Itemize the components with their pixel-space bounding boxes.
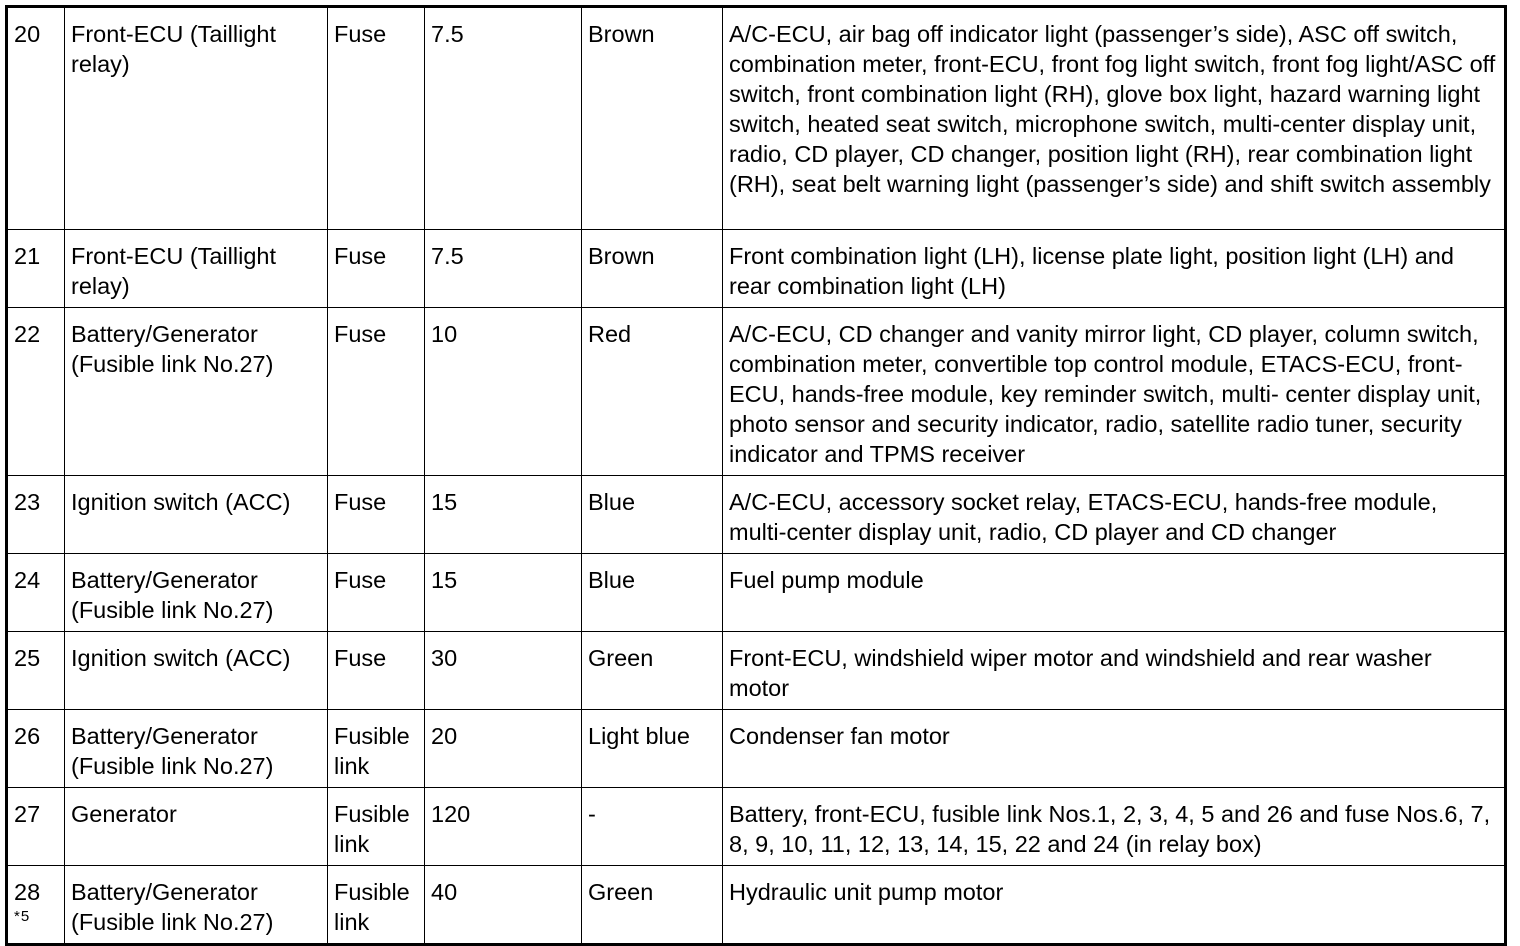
fuse-number: 28 *5	[7, 866, 65, 945]
fuse-number: 26	[7, 710, 65, 788]
protector-type: Fuse	[328, 308, 425, 476]
table-row	[7, 632, 1506, 710]
load-circuits: Battery, front-ECU, fusible link Nos.1, 2, 3, 4, 5 and 26 and fuse Nos.6, 7, 8, 9, 10, 11, 12, 13, 14, 15, 22 and 24 (in relay box)	[723, 788, 1506, 866]
power-source: Front-ECU (Taillight relay)	[65, 230, 328, 308]
fuse-color: Brown	[582, 7, 723, 230]
fuse-number: 20	[7, 7, 65, 230]
fuse-number: 23	[7, 476, 65, 554]
load-circuits: A/C-ECU, air bag off indicator light (passenger’s side), ASC off switch, combination meter, front-ECU, front fog light switch, front fog light/ASC off switch, front combination light (RH), glove box light, hazard warning light switch, heated seat switch, microphone switch, multi-center display unit, radio, CD player, CD changer, position light (RH), rear combination light (RH), seat belt warning light (passenger’s side) and shift switch assembly	[723, 7, 1506, 230]
amperage: 15	[425, 476, 582, 554]
table-row	[7, 230, 1506, 308]
fuse-number: 21	[7, 230, 65, 308]
fuse-number: 25	[7, 632, 65, 710]
load-circuits: Fuel pump module	[723, 554, 1506, 632]
protector-type: Fusible link	[328, 788, 425, 866]
amperage: 7.5	[425, 230, 582, 308]
table-row	[7, 788, 1506, 866]
table-row	[7, 7, 1506, 230]
protector-type: Fuse	[328, 7, 425, 230]
power-source: Battery/Generator (Fusible link No.27)	[65, 554, 328, 632]
fuse-color: Blue	[582, 554, 723, 632]
fuse-number: 27	[7, 788, 65, 866]
amperage: 40	[425, 866, 582, 945]
protector-type: Fusible link	[328, 866, 425, 945]
table-row	[7, 476, 1506, 554]
protector-type: Fuse	[328, 230, 425, 308]
power-source: Ignition switch (ACC)	[65, 632, 328, 710]
amperage: 7.5	[425, 7, 582, 230]
protector-type: Fuse	[328, 632, 425, 710]
table-row	[7, 710, 1506, 788]
load-circuits: Condenser fan motor	[723, 710, 1506, 788]
power-source: Battery/Generator (Fusible link No.27)	[65, 866, 328, 945]
power-source: Generator	[65, 788, 328, 866]
protector-type: Fusible link	[328, 710, 425, 788]
fuse-color: Brown	[582, 230, 723, 308]
fuse-number: 24	[7, 554, 65, 632]
power-source: Battery/Generator (Fusible link No.27)	[65, 710, 328, 788]
protector-type: Fuse	[328, 554, 425, 632]
load-circuits: A/C-ECU, accessory socket relay, ETACS-ECU, hands-free module, multi-center display unit, radio, CD player and CD changer	[723, 476, 1506, 554]
protector-type: Fuse	[328, 476, 425, 554]
amperage: 30	[425, 632, 582, 710]
fuse-color: Green	[582, 866, 723, 945]
fuse-color: Green	[582, 632, 723, 710]
amperage: 20	[425, 710, 582, 788]
amperage: 120	[425, 788, 582, 866]
table-row	[7, 866, 1506, 945]
fuse-color: Blue	[582, 476, 723, 554]
load-circuits: Front combination light (LH), license plate light, position light (LH) and rear combination light (LH)	[723, 230, 1506, 308]
load-circuits: Hydraulic unit pump motor	[723, 866, 1506, 945]
table-row	[7, 308, 1506, 476]
load-circuits: Front-ECU, windshield wiper motor and windshield and rear washer motor	[723, 632, 1506, 710]
fuse-number: 22	[7, 308, 65, 476]
table-row	[7, 554, 1506, 632]
footnote-marker: *5	[14, 908, 31, 925]
power-source: Ignition switch (ACC)	[65, 476, 328, 554]
fuse-table	[5, 5, 1507, 946]
amperage: 15	[425, 554, 582, 632]
amperage: 10	[425, 308, 582, 476]
load-circuits: A/C-ECU, CD changer and vanity mirror light, CD player, column switch, combination meter, convertible top control module, ETACS-ECU, front-ECU, hands-free module, key reminder switch, multi- center display unit, photo sensor and security indicator, radio, satellite radio tuner, security indicator and TPMS receiver	[723, 308, 1506, 476]
fuse-color: Light blue	[582, 710, 723, 788]
fuse-color: Red	[582, 308, 723, 476]
fuse-color: -	[582, 788, 723, 866]
power-source: Front-ECU (Taillight relay)	[65, 7, 328, 230]
power-source: Battery/Generator (Fusible link No.27)	[65, 308, 328, 476]
